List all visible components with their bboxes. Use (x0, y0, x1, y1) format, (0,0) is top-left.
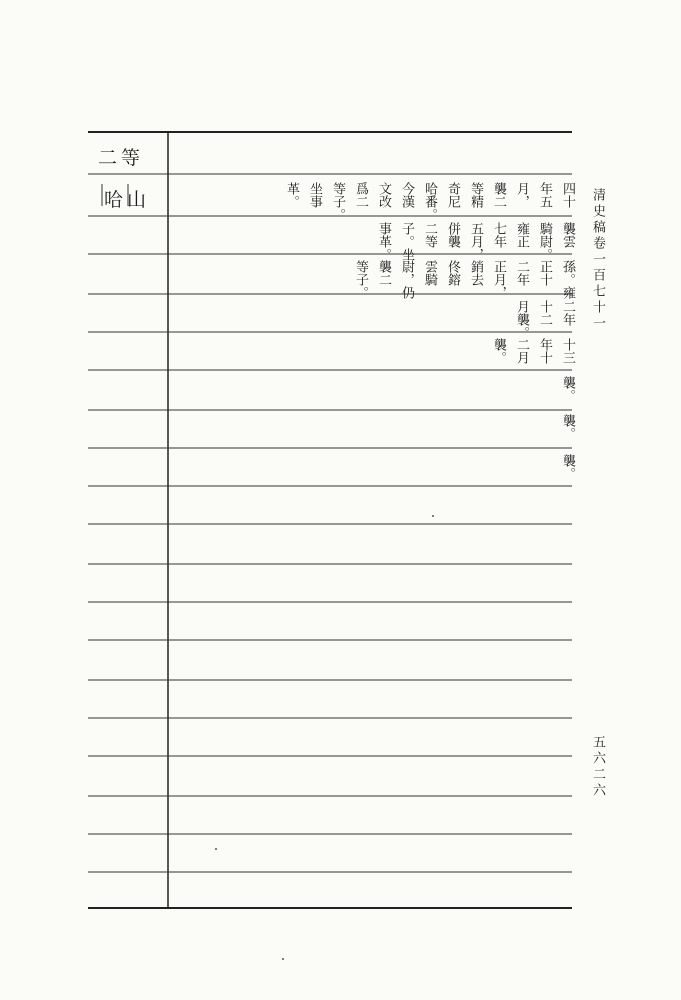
running-head: 清史稿卷一百七十一 (590, 188, 605, 332)
text-column: 等子。 (330, 182, 345, 221)
text-column: 二年 (560, 300, 575, 326)
text-column: 奇尼 (445, 182, 460, 208)
text-column: 雲騎 (422, 260, 437, 286)
text-column: 革。 (284, 182, 299, 208)
scan-speck (282, 958, 284, 960)
page-number: 五六二六 (590, 735, 605, 799)
text-column: 正十 (537, 260, 552, 286)
cell-row-8 (551, 454, 574, 480)
text-column: 尉，仍 (399, 260, 414, 299)
text-column: 等子。 (353, 260, 368, 299)
rank-label: 二等 (98, 147, 145, 169)
cell-row-7 (551, 414, 574, 440)
text-column: 二年 (514, 260, 529, 286)
text-column: 月襲。 (514, 300, 529, 339)
cell-row-6 (551, 376, 574, 402)
text-column: 二月 (514, 338, 529, 364)
cell-row-5 (482, 338, 574, 364)
text-column: 事革。 (376, 222, 391, 261)
text-column: 襲雲 (560, 222, 575, 248)
text-column: 襲。 (560, 414, 575, 440)
cell-row-3 (344, 260, 574, 299)
text-column: 今漢 (399, 182, 414, 208)
text-column: 銷去 (468, 260, 483, 286)
text-column: 孫。雍 (560, 260, 575, 299)
text-column: 等精 (468, 182, 483, 208)
text-column: 五月， (468, 222, 483, 261)
text-column: 襲二 (491, 182, 506, 208)
text-column: 正月， (491, 260, 506, 299)
text-column: 二等 (422, 222, 437, 248)
text-column: 年十 (537, 338, 552, 364)
text-column: 文改 (376, 182, 391, 208)
text-column: 十二 (537, 300, 552, 326)
text-column: 佟鎔 (445, 260, 460, 286)
text-column: 七年 (491, 222, 506, 248)
text-column: 襲二 (376, 260, 391, 286)
person-label: 哈山 (104, 189, 151, 211)
text-column: 十三 (560, 338, 575, 364)
text-column: 襲。 (560, 376, 575, 402)
text-column: 併襲 (445, 222, 460, 248)
scan-speck (432, 515, 434, 517)
scan-speck (215, 848, 217, 850)
text-column: 月， (514, 182, 529, 208)
text-column: 四十 (560, 182, 575, 208)
text-column: 襲。 (491, 338, 506, 364)
text-column: 爲二 (353, 182, 368, 208)
text-column: 年五 (537, 182, 552, 208)
cell-row-1 (275, 182, 574, 221)
cell-row-2 (367, 222, 574, 261)
text-column: 子。坐 (399, 222, 414, 261)
text-column: 襲。 (560, 454, 575, 480)
cell-row-4 (505, 300, 574, 339)
text-column: 騎尉。 (537, 222, 552, 261)
text-column: 哈番。 (422, 182, 437, 221)
text-column: 雍正 (514, 222, 529, 248)
text-column: 坐事 (307, 182, 322, 208)
